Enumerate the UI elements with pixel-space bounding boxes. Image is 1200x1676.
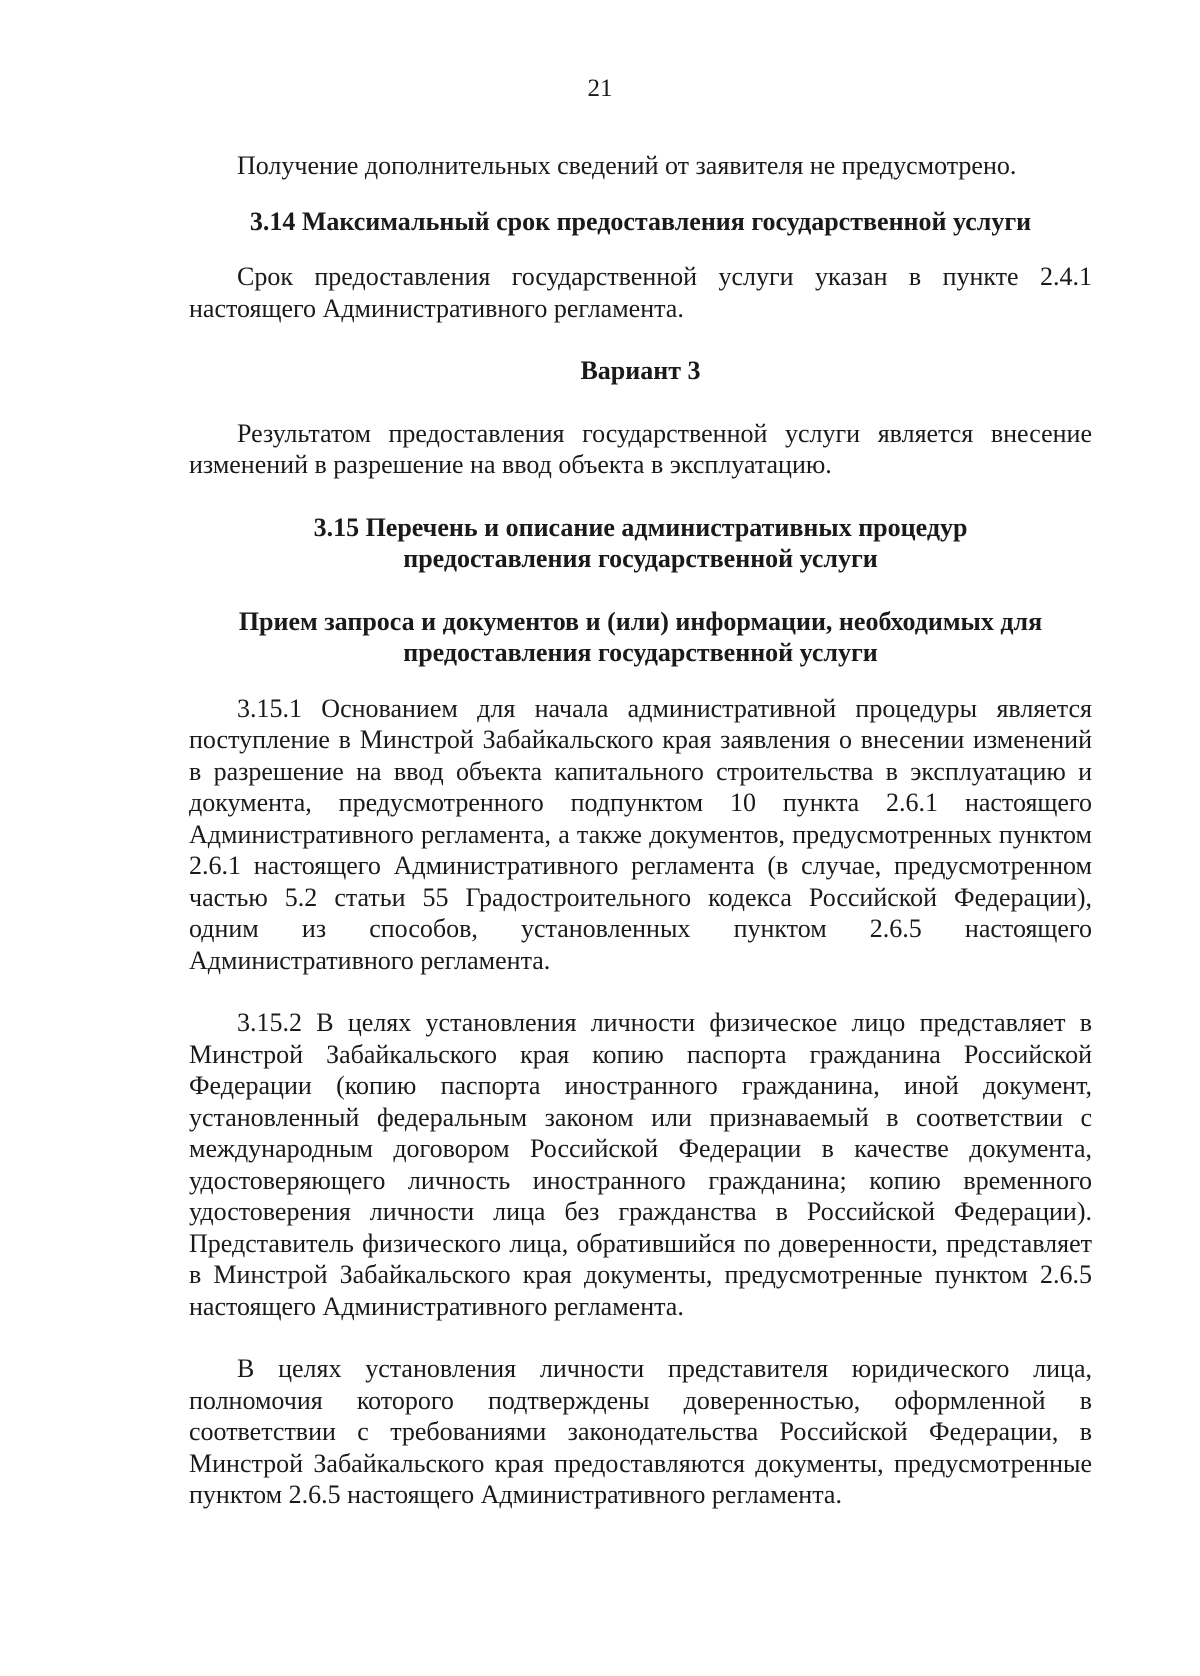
paragraph-yur: В целях установления личности представителя юридического лица, полномочия которого подтверждены доверенностью, оформленной в соответствии с требованиями законодательства Российской Федерации, в Минстрой Забайкальского края предоставляются документы, предусмотренные пунктом 2.6.5 настоящего Административного регламента. xyxy=(189,1354,1092,1509)
paragraph-3-15-1: 3.15.1 Основанием для начала административной процедуры является поступление в Минстрой Забайкальского края заявления о внесении изменений в разрешение на ввод объекта капитального строительства в эксплуатацию и документа, предусмотренного подпунктом 10 пункта 2.6.1 настоящего Административного регламента, а также документов, предусмотренных пунктом 2.6.1 настоящего Административного регламента (в случае, предусмотренном частью 5.2 статьи 55 Градостроительного кодекса Российской Федерации), одним из способов, установленных пунктом 2.6.5 настоящего Административного регламента. xyxy=(189,693,1092,975)
page-number: 21 xyxy=(587,75,613,102)
paragraph-srok: Срок предоставления государственной услуги указан в пункте 2.4.1 настоящего Административного регламента. xyxy=(189,262,1092,323)
heading-variant: Вариант 3 xyxy=(580,356,701,385)
paragraph-3-15-2: 3.15.2 В целях установления личности физическое лицо представляет в Минстрой Забайкальского края копию паспорта гражданина Российской Федерации (копию паспорта иностранного гражданина, иной документ, установленный федеральным законом или признаваемый в соответствии с международным договором Российской Федерации в качестве документа, удостоверяющего личность иностранного гражданина; копию временного удостоверения личности лица без гражданства в Российской Федерации). Представитель физического лица, обратившийся по доверенности, представляет в Минстрой Забайкальского края документы, предусмотренные пунктом 2.6.5 настоящего Административного регламента. xyxy=(189,1008,1092,1321)
paragraph-result: Результатом предоставления государственной услуги является внесение изменений в разрешение на ввод объекта в эксплуатацию. xyxy=(189,418,1092,479)
document-body xyxy=(189,150,1092,1511)
heading-3-14: 3.14 Максимальный срок предоставления государственной услуги xyxy=(249,206,1032,236)
heading-priem: Прием запроса и документов и (или) информации, необходимых для предоставления государственной услуги xyxy=(238,606,1043,667)
heading-3-15: 3.15 Перечень и описание административных процедур предоставления государственной услуги xyxy=(313,512,968,573)
paragraph-intro: Получение дополнительных сведений от заявителя не предусмотрено. xyxy=(237,151,1017,180)
